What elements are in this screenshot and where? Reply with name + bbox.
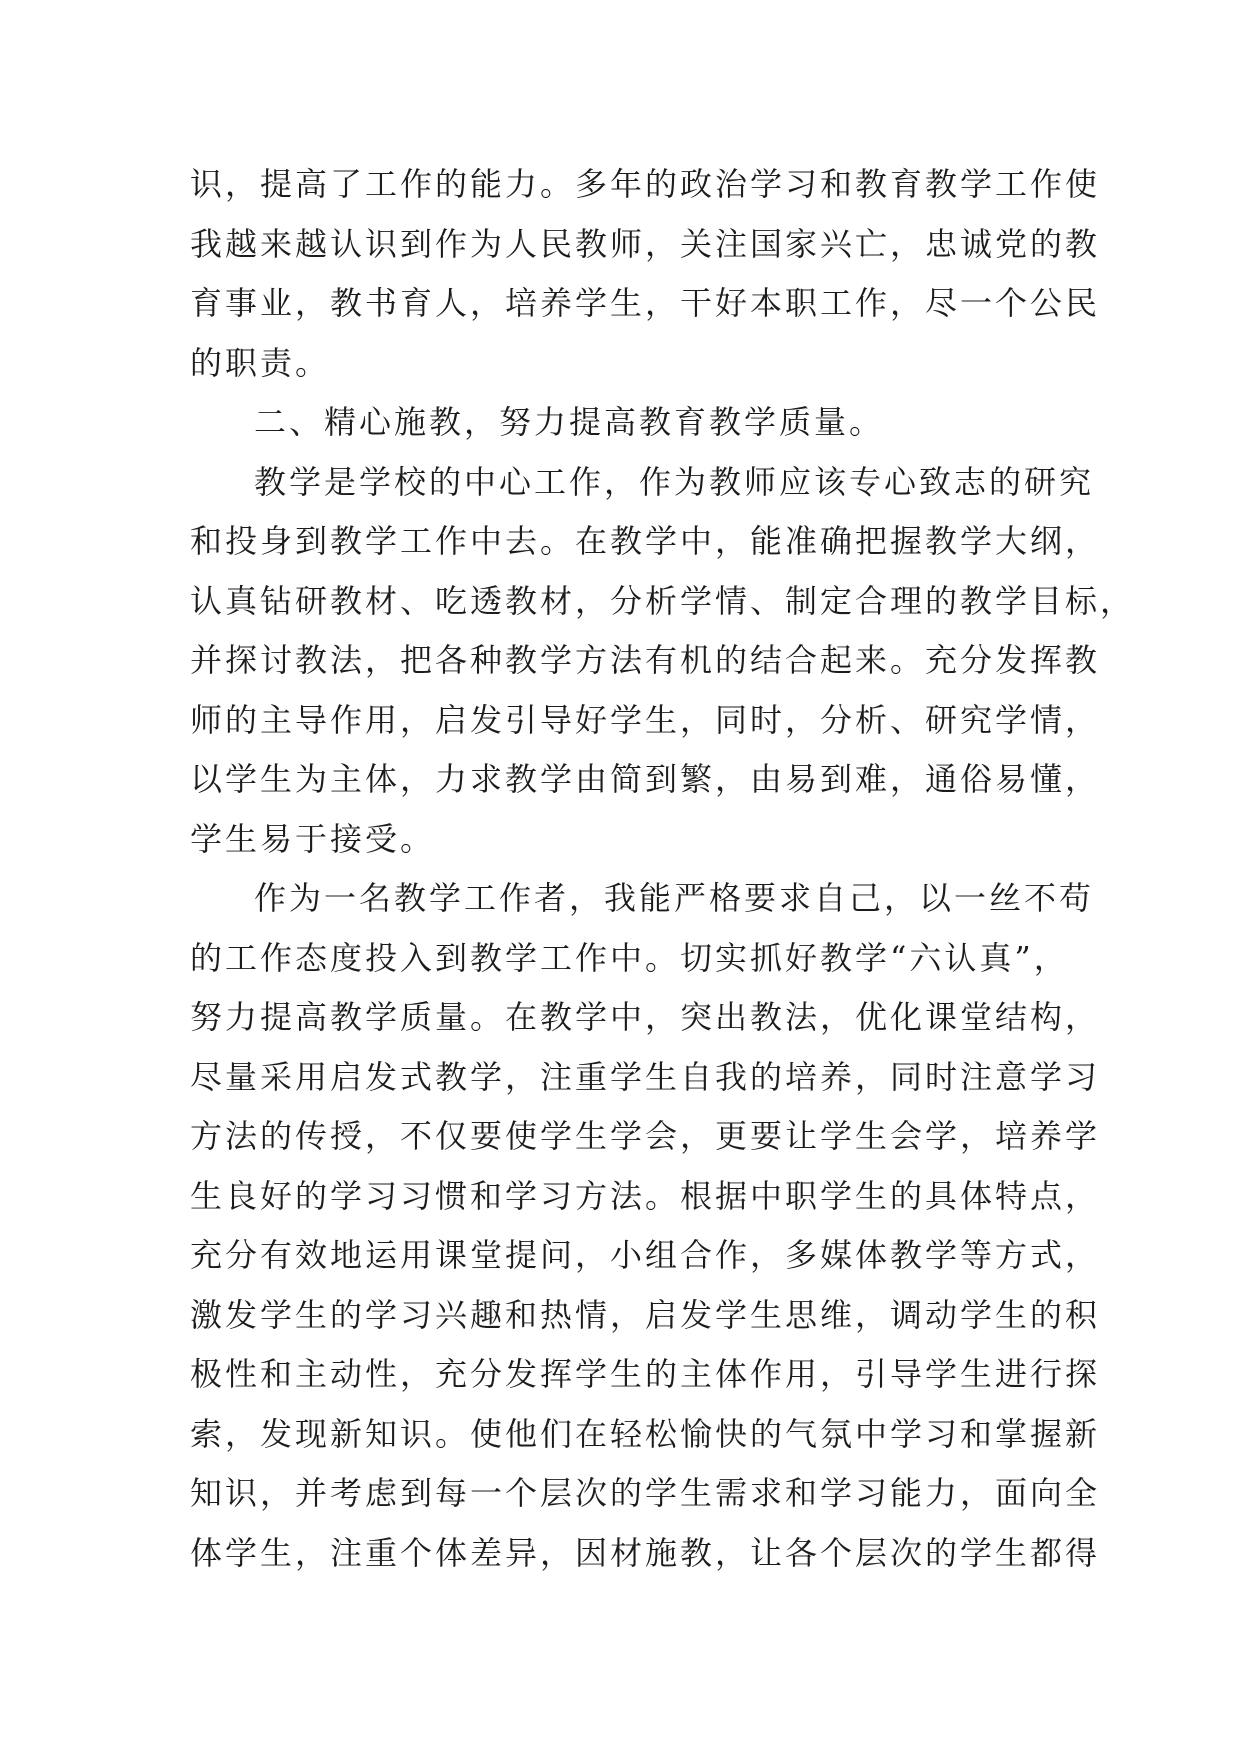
text-line: 作为一名教学工作者，我能严格要求自己，以一丝不苟 xyxy=(254,879,1095,917)
section-heading: 二、精心施教，努力提高教育教学质量。 xyxy=(254,403,885,441)
text-line: 和投身到教学工作中去。在教学中，能准确把握教学大纲， xyxy=(190,522,1101,560)
text-line: 尽量采用启发式教学，注重学生自我的培养，同时注意学习 xyxy=(190,1058,1101,1096)
text-line: 教学是学校的中心工作，作为教师应该专心致志的研究 xyxy=(254,463,1095,501)
text-line: 充分有效地运用课堂提问，小组合作，多媒体教学等方式， xyxy=(190,1236,1101,1274)
text-line: 知识，并考虑到每一个层次的学生需求和学习能力，面向全 xyxy=(190,1474,1101,1512)
text-line: 师的主导作用，启发引导好学生，同时，分析、研究学情， xyxy=(190,701,1101,739)
text-line: 极性和主动性，充分发挥学生的主体作用，引导学生进行探 xyxy=(190,1355,1101,1393)
text-line: 并探讨教法，把各种教学方法有机的结合起来。充分发挥教 xyxy=(190,641,1101,679)
text-line: 我越来越认识到作为人民教师，关注国家兴亡，忠诚党的教 xyxy=(190,225,1101,263)
text-line: 的工作态度投入到教学工作中。切实抓好教学“六认真”， xyxy=(190,939,1069,977)
text-line: 育事业，教书育人，培养学生，干好本职工作，尽一个公民 xyxy=(190,284,1101,322)
text-line: 生良好的学习习惯和学习方法。根据中职学生的具体特点， xyxy=(190,1177,1101,1215)
text-line: 认真钻研教材、吃透教材，分析学情、制定合理的教学目标， xyxy=(190,582,1136,620)
text-line: 方法的传授，不仅要使学生学会，更要让学生会学，培养学 xyxy=(190,1117,1101,1155)
text-line: 识，提高了工作的能力。多年的政治学习和教育教学工作使 xyxy=(190,165,1101,203)
text-line: 努力提高教学质量。在教学中，突出教法，优化课堂结构， xyxy=(190,998,1101,1036)
text-line: 索，发现新知识。使他们在轻松愉快的气氛中学习和掌握新 xyxy=(190,1415,1101,1453)
text-line: 的职责。 xyxy=(190,344,331,382)
text-line: 体学生，注重个体差异，因材施教，让各个层次的学生都得 xyxy=(190,1534,1101,1572)
text-line: 激发学生的学习兴趣和热情，启发学生思维，调动学生的积 xyxy=(190,1296,1101,1334)
text-line: 学生易于接受。 xyxy=(190,820,436,858)
text-line: 以学生为主体，力求教学由简到繁，由易到难，通俗易懂， xyxy=(190,760,1101,798)
